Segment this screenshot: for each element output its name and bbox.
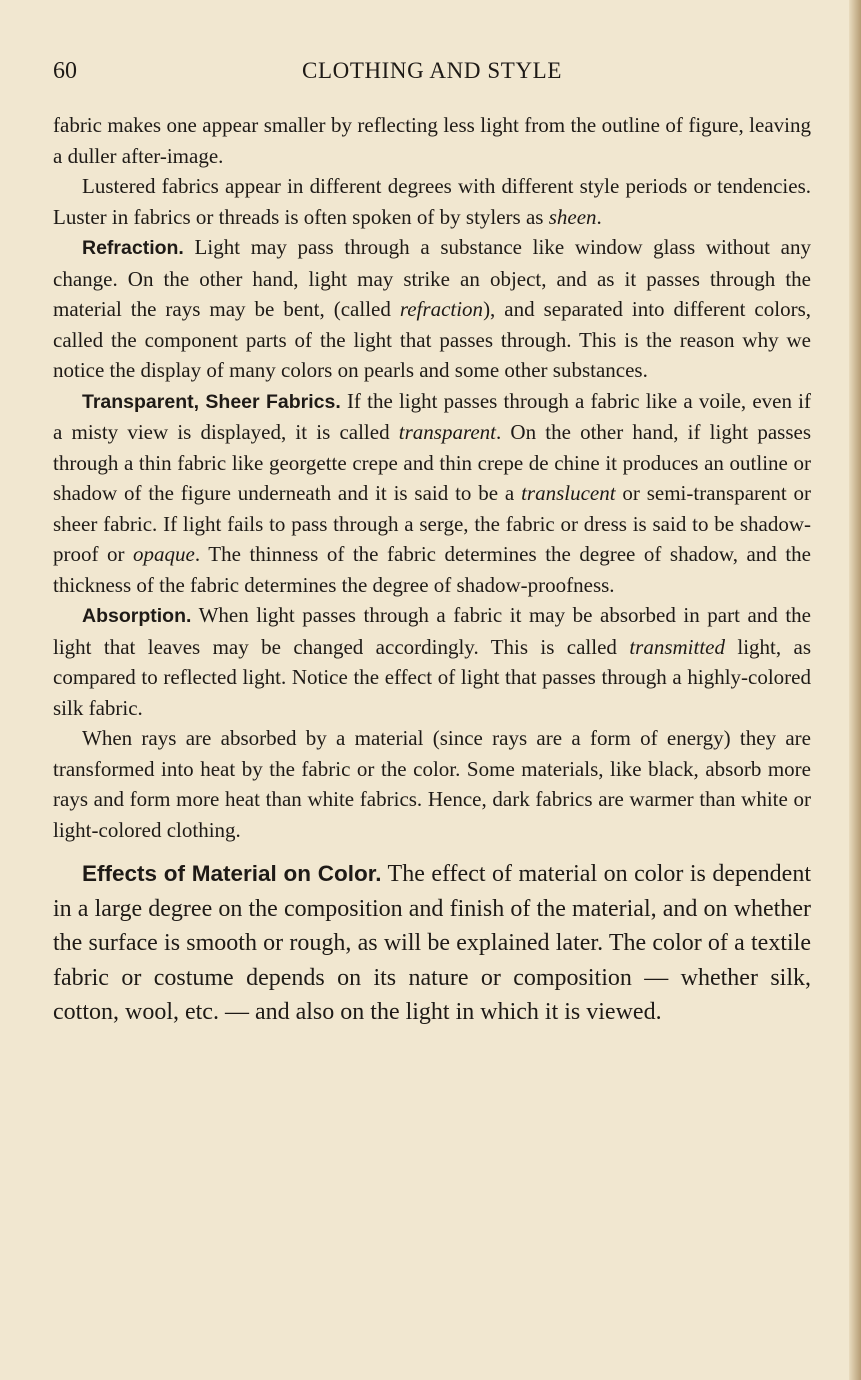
section-heading: Absorption. — [82, 605, 192, 627]
page-body — [53, 110, 811, 1030]
text-run: . On the other hand, if light passes through a thin fabric like georgette crepe and thin crepe de chine it produces an outline or shadow of the figure underneath and it is said to be a — [53, 420, 811, 505]
page-edge — [849, 0, 861, 1380]
text-run: The effect of material on color is dependent in a large degree on the composition and finish of the material, and on whether the surface is smooth or rough, as will be explained later. The color of a textile fabric or costume depends on its nature or composition — whether silk, cotton, wool, etc. — and also on the light in which it is viewed. — [53, 861, 811, 1025]
text-run: ), and separated into different colors, called the component parts of the light that passes through. This is the reason why we notice the display of many colors on pearls and some other substances. — [53, 297, 811, 382]
text-run: . — [596, 204, 602, 229]
italic-term: sheen — [548, 204, 597, 229]
italic-term: translucent — [521, 481, 616, 505]
section-heading: Transparent, Sheer Fabrics. — [82, 390, 341, 413]
section-heading: Refraction. — [82, 237, 184, 259]
paragraph-absorption — [53, 600, 811, 723]
running-head: CLOTHING AND STYLE — [302, 58, 562, 83]
paragraph-luster — [53, 171, 811, 232]
paragraph-refraction — [53, 232, 811, 386]
paragraph-transparent — [53, 386, 811, 601]
text-run: If the light passes through a fabric like a voile, even if a misty view is displayed, it is called — [53, 388, 812, 444]
paragraph-heat: When rays are absorbed by a material (since rays are a form of energy) they are transformed into heat by the fabric or the color. Some materials, like black, absorb more rays and form more heat than white fabrics. Hence, dark fabrics are warmer than white or light-colored clothing. — [53, 726, 811, 842]
italic-term: refraction — [399, 297, 484, 321]
italic-term: transmitted — [629, 634, 725, 659]
italic-term: transparent — [398, 420, 496, 444]
italic-term: opaque — [133, 542, 195, 566]
text-run: . The thinness of the fabric determines the degree of shadow, and the thickness of the fabric determines the degree of shadow-proofness. — [53, 542, 811, 597]
paragraph-continued: fabric makes one appear smaller by reflecting less light from the outline of figure, leaving a duller after-image. — [53, 113, 811, 168]
text-run: Lustered fabrics appear in different degrees with different style periods or tendencies. Luster in fabrics or threads is often spoken of by stylers as — [53, 174, 811, 229]
section-heading: Effects of Material on Color. — [82, 861, 382, 886]
text-run: light, as compared to reflected light. Notice the effect of light that passes through a highly-colored silk fabric. — [53, 634, 811, 720]
paragraph-material-color — [53, 857, 811, 1030]
page-header — [53, 58, 811, 90]
text-run: or semi-transparent or sheer fabric. If light fails to pass through a serge, the fabric or dress is said to be shadow-proof or — [53, 481, 811, 566]
text-run: When light passes through a fabric it may be absorbed in part and the light that leaves may be changed accordingly. This is called — [53, 603, 811, 659]
page-number: 60 — [53, 58, 77, 84]
text-run: Light may pass through a substance like window glass without any change. On the other hand, light may strike an object, and as it passes through the material the rays may be bent, (called — [53, 235, 811, 321]
